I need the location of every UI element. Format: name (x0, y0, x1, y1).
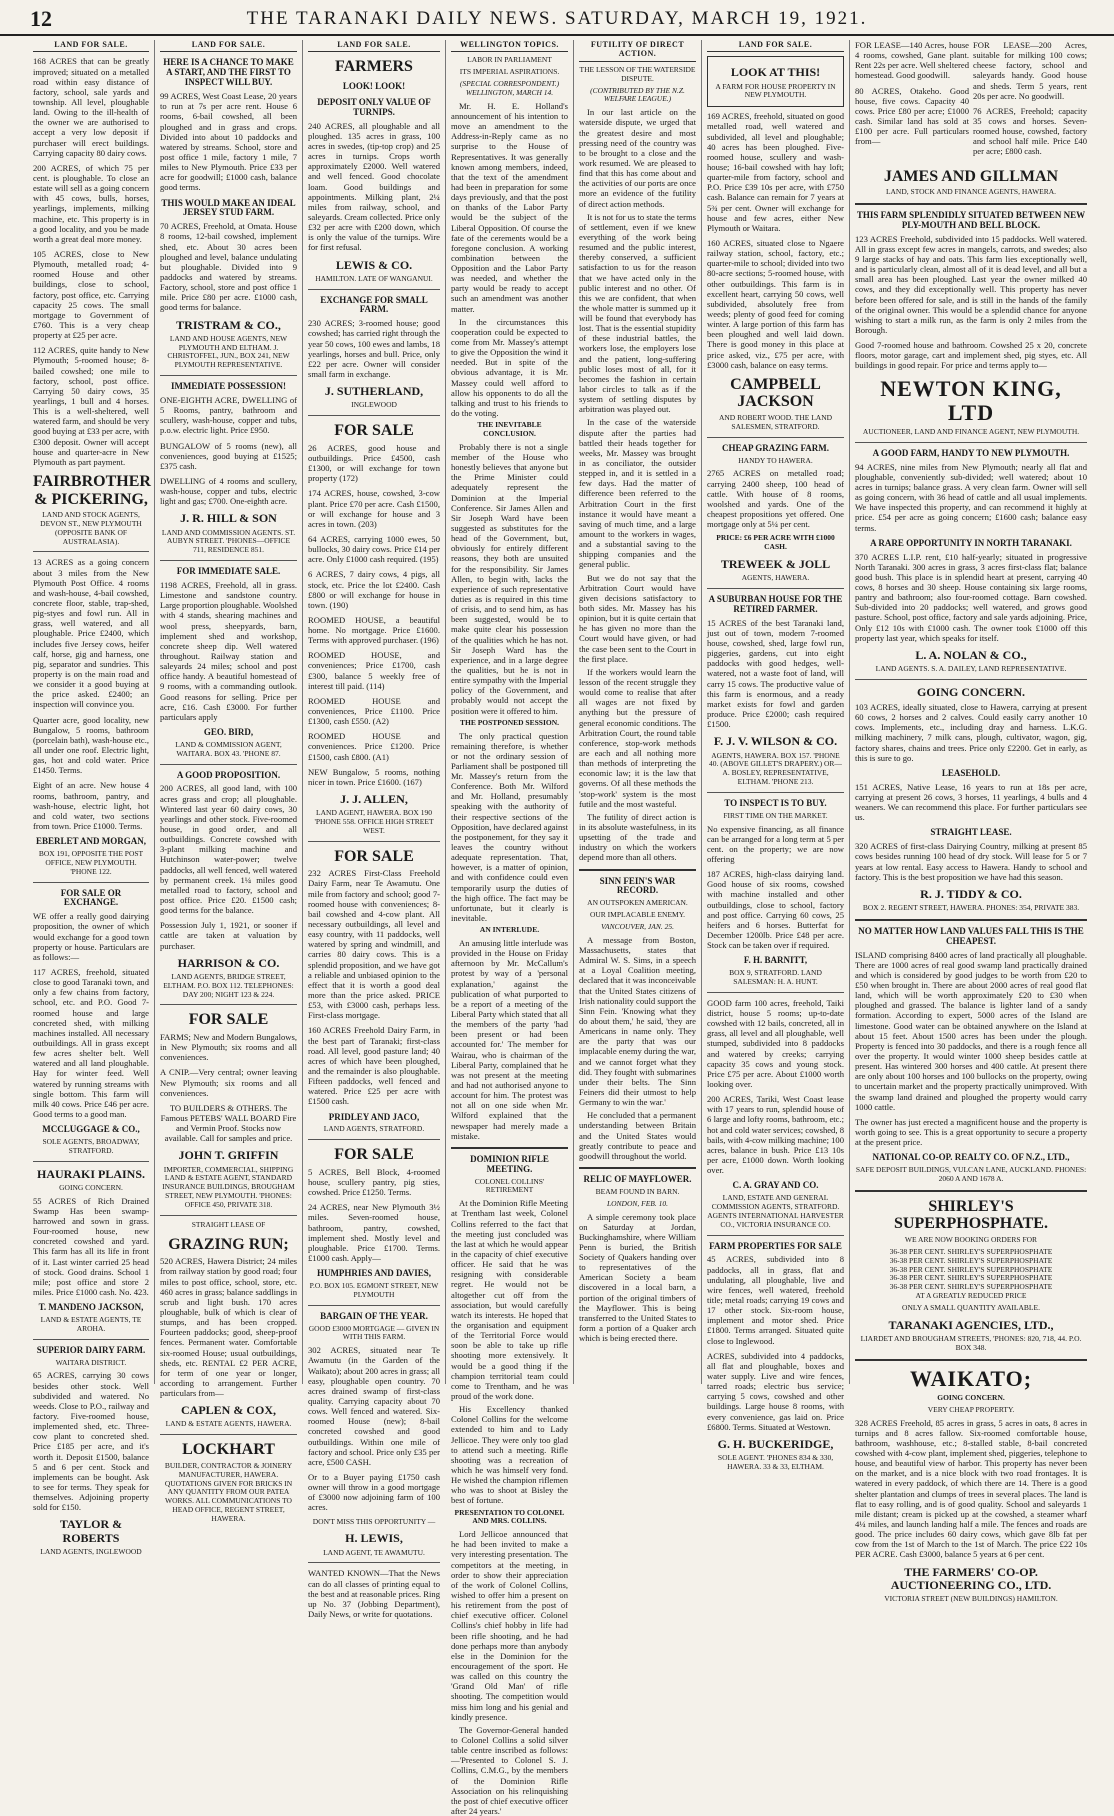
section-heading: FOR SALE (334, 1146, 414, 1164)
agent-address: BOX 9, STRATFORD. LAND SALESMAN: H. A. HUNT. (729, 968, 822, 987)
column-4 (446, 40, 574, 1816)
article-paragraph: Lord Jellicoe announced that he had been invited to make a very interesting presentation. The competitors at the meeting, in order to show their appreciation of the work of Colonel Collins, wished to offer him a present on his retirement from the post of chief executive officer. Colonel Collins's chief hobby in life had been rifle shooting, and he had done perhaps more than anybody else in the Dominion for the encouragement of the sport. He was called on this country the 'Grand Old Man' of rifle shooting. The competition would miss him long and his genial and kindly presence. (451, 1529, 568, 1722)
divider (707, 792, 844, 793)
section-subheading: VERY CHEAP PROPERTY. (927, 1404, 1015, 1414)
section-subheading: WAITARA DISTRICT. (55, 1357, 127, 1367)
section-subheading: GOING CONCERN. (59, 1182, 123, 1192)
agent-address: BOX 191, OPPOSITE THE POST OFFICE, NEW PLYMOUTH. 'PHONE 122. (38, 849, 144, 876)
section-heading: CHEAP GRAZING FARM. (721, 442, 830, 453)
section-heading: WAIKATO; (909, 1365, 1033, 1391)
article-subheading: COLONEL COLLINS' RETIREMENT (474, 1176, 545, 1195)
section-heading: STRAIGHT LEASE. (930, 827, 1012, 838)
agent-name: F. H. BARNITT, (743, 955, 808, 966)
article-subheading: THE LESSON OF THE WATERSIDE DISPUTE. (579, 64, 696, 83)
ad-200-acres: 200 ACRES, all good land, with 100 acres grass and crop; all ploughable. Wintered last year 60 dairy cows, 30 yearlings and other stock. Five-roomed house, in good order, and all outbuildings. Concrete cowshed with 3-plant milking machine and Hutchinson water-power; twelve paddocks, all well fenced, well watered by permanent creek. 1¼ miles good metalled road to factory, school and post office. Price £20. £1500 cash; good terms for the balance. (160, 783, 297, 916)
ad-99-acres: 99 ACRES, West Coast Lease, 20 years to run at 7s per acre rent. House 6 rooms, 6-bail cowshed, all been ploughed and in grass and crops. Divided into about 10 paddocks and watered by streams. School, store and post office 1 mile, factory 1 mile, 7 miles to New Plymouth. Price £33 per acre for goodwill; £1000 cash, balance good terms. (160, 91, 297, 193)
section-heading: FOR SALE (188, 1011, 269, 1029)
article-paragraph: But we do not say that the Arbitration Court would have given decisions satisfactory to both sides. Mr. Massey has his opinion, but it is quite certain that he has given no more than the Court would have given, or had the case been sent to the Court in the first place. (579, 572, 696, 664)
ad-heading: THIS WOULD MAKE AN IDEAL JERSEY STUD FARM. (161, 197, 296, 218)
divider (451, 1147, 568, 1149)
ad-heading: DEPOSIT ONLY VALUE OF TURNIPS. (317, 96, 431, 117)
section-subheading: ONLY A SMALL QUANTITY AVAILABLE. (902, 1302, 1040, 1312)
section-heading: A SUBURBAN HOUSE FOR THE RETIRED FARMER. (708, 594, 843, 614)
ad-200-acres: 200 ACRES, of which 75 per cent. is ploughable. To close an estate will sell as a going concern with 45 cows, bulls, horses, yearlings, implements, milking machine, etc. This property is in a good locality, and you be made worth a great deal more money. (33, 162, 149, 244)
ad-200-acres: 200 ACRES, Tariki, West Coast lease with 17 years to run, splendid house of 6 large and lofty rooms, bathroom, etc.; hot and cold water services; cowshed, 8 bails, with 4-cow milking machine; 100 acres, balance in bush. Price £13 10s per acre, £1000 down. Worth looking over. (707, 1094, 845, 1176)
ad-lease-140: FOR LEASE—140 Acres, house 4 rooms, cowshed, Gane plant. Rent 22s per acre. Well sheltered homestead. Good goodwill. (855, 40, 969, 81)
column-header: LAND FOR SALE. (308, 40, 440, 52)
divider (308, 1305, 440, 1306)
article-headline: DOMINION RIFLE MEETING. (470, 1153, 549, 1174)
ad-roomed-house: ROOMED HOUSE, and conveniences; Price £1700, cash £300, balance 5 weekly free of interest till paid. (114) (308, 650, 440, 691)
agent-address: AND ROBERT WOOD. THE LAND SALESMEN, STRATFORD. (718, 413, 833, 431)
ad-subheading: A FARM FOR HOUSE PROPERTY IN NEW PLYMOUTH. (715, 81, 836, 100)
shirley-line: 36-38 PER CENT. SHIRLEY'S SUPERPHOSPHATE (889, 1246, 1053, 1256)
ad-187-acres: 187 ACRES, high-class dairying land. Good house of six rooms, cowshed with machine installed and other outbuildings, close to school, factory and post office. Carrying 60 cows, 25 heifers and 6 horses. Butterfat for December 1200lb. Price £48 per acre. Stock can be taken over if required. (707, 869, 844, 951)
ad-24-acres: 24 ACRES, near New Plymouth 3½ miles. Seven-roomed house, bathroom, pantry, cowshed, implement shed. Mostly level and ploughable. Price £1700. Terms. £1000 cash. Apply— (308, 1202, 440, 1264)
article-paragraph: The Governor-General handed to Colonel Collins a solid silver table centre inscribed as follows:—'Presented to Colonel S. J. Collins, C.M.G., by the members of the Dominion Rifle Association on his relinquishing the post of chief executive officer after 24 years.' (451, 1724, 568, 1816)
section-heading: BARGAIN OF THE YEAR. (320, 1310, 428, 1321)
article-subheading: AN INTERLUDE. (479, 925, 540, 935)
ad-232-acres: 232 ACRES First-Class Freehold Dairy Farm, near Te Awamutu. One mile from factory and school; good 7-roomed house with conveniences; 8-bail cowshed and 4-cow plant. All necessary outbuildings, all level and easy country, with 11 paddocks, well watered by spring and windmill, and carries 80 dairy cows. This is a splendid proposition, and we have got a reliable and unbiased opinion to the effect that it is worth a good deal more than the price asked. PRICE £53, with £3000 cash, perhaps less. First-class mortgage. (308, 868, 440, 1021)
divider (308, 841, 440, 842)
agent-name: HARRISON & CO. (177, 955, 280, 970)
agent-name: TRISTRAM & CO., (176, 317, 281, 332)
shirley-line: 36-38 PER CENT. SHIRLEY'S SUPERPHOSPHATE (889, 1255, 1053, 1265)
article-paragraph: It is not for us to state the terms of settlement, even if we knew everything of the work being resumed and the public interest, thereby conserved, a sufficient satisfaction to us for the reason that we have acted only in the public interest and no other. Of this we are confident, that when the whole matter is summed up it will be found that everybody has lost. That is the essential stupidity of these industrial battles, the workers lose, the employers lose and the patient, long-suffering public loses most of all, for it becomes the fashion in certain labor circles to talk as if the system of settling disputes by arbitration was played out. (579, 211, 696, 415)
ad-lease-200: FOR LEASE—200 Acres, suitable for milking 100 cows; cheese factory, school and saleyards handy. Good house and sheds. Term 5 years, rent 20s per acre. No goodwill. (973, 40, 1087, 101)
article-dateline: LONDON, FEB. 10. (606, 1198, 669, 1208)
agent-name: C. A. GRAY AND CO. (732, 1180, 819, 1191)
ad-320-acres: 320 ACRES of first-class Dairying Country, milking at present 85 cows besides running 100 head of dry stock. Will lease for 5 or 7 years at low rental. Easy access to Hawera. Handy to school and factory. This is the best proposition we have had this season. (855, 841, 1087, 882)
article-paragraph: A simple ceremony took place on Saturday at Jordan, Buckinghamshire, where William Penn is buried, the British Society of Quakers handing over to representatives of the American Society a beam discovered in a local barn, a portion of the original timbers of the Mayflower. This is being transferred to the United States to form a portion of a Quaker arch which is being erected there. (579, 1211, 696, 1344)
divider (579, 1167, 696, 1169)
section-heading: FOR IMMEDIATE SALE. (176, 566, 281, 577)
column-header: LAND FOR SALE. (160, 40, 297, 52)
ad-wall-board: TO BUILDERS & OTHERS. The Famous PETEBS' WALL BOARD Fire and Vermin Proof. Stocks now available. Call for samples and price. (160, 1102, 297, 1144)
ad-370-acres: 370 ACRES L.I.P. rent, £10 half-yearly; situated in progressive North Taranaki. 300 acres in grass, 3 acres first-class flat; balance good bush. This place is in splendid heart at present, carrying 40 cows, 8 horses and 30 sheep. House containing six large rooms, pantry and bathroom; also four-roomed cottage. Barn cowshed. Sub-divided into 20 paddocks; well watered, and grows good pasture. School, post office, factory and sale yards adjoining. Price, Only £12 10s with £1000 cash. The owner took £1000 off this property last year, which speaks for itself. (855, 551, 1087, 643)
agent-address: LAND, ESTATE AND GENERAL COMMISSION AGENTS, STRATFORD. AGENTS INTERNATIONAL HARVESTER CO., VICTORIA INSURANCE CO. (707, 1193, 844, 1229)
section-heading: LEASEHOLD. (941, 767, 1001, 778)
ad-160-acres: 160 ACRES Freehold Dairy Farm, in the best part of Taranaki; first-class road. All level, good pasture land; 40 acres of which have been ploughed, and the remainder is also ploughable. Fifteen paddocks, well fenced and watered. Price £25 per acre with £1500 cash. (308, 1025, 440, 1107)
article-paragraph: The only practical question remaining therefore, is whether or not the ordinary session of Parliament shall be postponed till Mr. Massey's return from the Conference. Both Mr. Wilford and Mr. Holland, presumably speaking with the authority of their respective sections of the Opposition, have declared against the postponement, for they say it leaves the country without adequate representation. That, however, is a matter of opinion, and with confidence could even temporarily usurp the duties of the high office. The fact may be unfortunate, but it clearly is inevitable. (451, 730, 568, 924)
divider (33, 1339, 149, 1340)
agent-address: INGLEWOOD (351, 400, 397, 410)
divider (707, 588, 844, 589)
ad-302-acres: 302 ACRES, situated near Te Awamutu (in the Garden of the Waikato); about 200 acres in grass; all easy, ploughable open country. 70 acres drained swamp of first-class quality. Carrying capacity about 70 cows. Well fenced and watered. Six-roomed House (new); 8-bail concreted cowshed and good outbuildings. Within one mile of factory and school. Price only £35 per acre, £500 CASH. (308, 1345, 440, 1467)
divider (707, 992, 844, 993)
ad-168-acres: 168 ACRES that can be greatly improved; situated on a metalled road within easy distance of factory, school, sale yards and township. All level, ploughable land. Owing to the ill-health of the owner we are authorised to accept a very low deposit if purchaser will erect buildings. Carrying capacity 80 dairy cows. (33, 56, 149, 158)
article-headline: SINN FEIN'S WAR RECORD. (599, 875, 676, 896)
ad-117-acres: 117 ACRES, freehold, situated close to good Taranaki town, and only a few chains from factory, school, etc. and P.O. Good 7-roomed house and large concreted shed, with milking machines installed. All necessary outbuildings. All in grass except few acres shelter belt. Well watered and all land ploughable. Hay for winter feed. Well watered by running streams with single bottom. This farm will milk 40 cows. Price £46 per acre. Good terms to a good man. (33, 967, 149, 1120)
article-headline: WELLINGTON TOPICS. (451, 40, 568, 52)
agent-name: TREWEEK & JOLL (720, 556, 831, 571)
article-subheading: PRESENTATION TO COLONEL AND MRS. COLLINS. (454, 1507, 565, 1526)
agent-name: JAMES AND GILLMAN (883, 167, 1059, 185)
shirley-line: 36-38 PER CENT. SHIRLEY'S SUPERPHOSPHATE (889, 1264, 1053, 1274)
agent-address: P.O. BOX 105. EGMONT STREET, NEW PLYMOUTH (309, 1281, 439, 1299)
ad-finance-note: No expensive financing, as all finance can be arranged for a long term at 5 per cent. on the property; we are now offering (707, 823, 844, 865)
article-headline: FUTILITY OF DIRECT ACTION. (579, 40, 696, 62)
masthead (0, 0, 1114, 36)
article-dateline: (SPECIAL CORRESPONDENT.) WELLINGTON, MARCH 14. (459, 79, 560, 97)
agent-address: LAND AGENTS, INGLEWOOD (40, 1546, 142, 1556)
agent-name: CAPLEN & COX, (181, 1403, 276, 1418)
agent-address: AUCTIONEER, LAND AND FINANCE AGENT, NEW PLYMOUTH. (862, 426, 1080, 436)
ad-240-acres: 240 ACRES, all ploughable and all ploughed. 135 acres in grass, 100 acres in swedes, (tip-top crop) and 25 acres in turnips. Crops worth approximately £2000. Well watered and well fenced. Good chocolate loam. Good buildings and appointments. Milking plant, 2¼ miles from railway, school, and saleyards. Cream collected. Price only £32 per acre with £200 down, which is only the value of the turnips. Wire for first refusal. (308, 120, 440, 253)
section-subheading: LOOK! LOOK! (342, 81, 406, 92)
divider (855, 203, 1087, 205)
ad-roomed-house: ROOMED HOUSE and conveniences, Price £1100. Price £1300, cash £550. (A2) (308, 695, 440, 727)
section-heading: A GOOD PROPOSITION. (176, 769, 281, 780)
ad-80-acres: 80 ACRES, Otakeho. Good house, five cows. Capacity 40 cows. Price £80 per acre; £1000 cash. Similar land has sold at £100 per acre. Full particulars from— (855, 85, 969, 147)
article-subheading: OUR IMPLACABLE ENEMY. (589, 910, 686, 920)
agent-name: FAIRBROTHER & PICKERING, (33, 472, 151, 508)
column-5 (574, 40, 702, 1384)
article-paragraph: Mr. H. E. Holland's announcement of his intention to move an amendment to the Address-in-Reply came as no surprise to the House of Representatives. It was generally known among members, indeed, that the text of the amendment had been in preparation for some days previously, and that the post on thanks of the Labor Party would be the subject of the Liberal Opposition. Of course the fate of the cerements would be a foregone conclusion. A working combination between the Opposition and the Labor Party was needed, and whether the party would be ready to accept such an amendment was another matter. (451, 100, 568, 314)
ad-farms-bungalows: FARMS; New and Modern Bungalows, in New Plymouth; six rooms and all conveniences. (160, 1032, 297, 1063)
article-headline: RELIC OF MAYFLOWER. (583, 1173, 692, 1184)
divider (308, 289, 440, 290)
section-subheading: AT A GREATLY REDUCED PRICE (915, 1291, 1027, 1301)
ad-eighth-acre: Eight of an acre. New house 4 rooms, bathroom, pantry, and wash-house, electric light, hot and cold water, two sections from town. Price £1000. Terms. (33, 780, 149, 831)
ad-45-acres: 45 ACRES, subdivided into 8 paddocks, all in grass, flat and undulating, all ploughable, live and wire fences, well watered, freehold title; metal roads; carrying 19 cows and 17 other stock. Six-room house, implement and motor shed. Price £1800. Terms arranged. Situated quite close to Inglewood. (707, 1254, 844, 1346)
agent-address: LAND AGENTS, STRATFORD. (323, 1124, 425, 1134)
agent-address: BOX 2. REGENT STREET, HAWERA. PHONES: 354, PRIVATE 383. (862, 903, 1080, 912)
column-3 (303, 40, 446, 1620)
section-heading: GOING CONCERN. (916, 684, 1025, 699)
article-subheading: LABOR IN PARLIAMENT (467, 55, 552, 65)
section-heading: A RARE OPPORTUNITY IN NORTH TARANAKI. (870, 537, 1072, 548)
section-heading: FOR SALE OR EXCHANGE. (60, 887, 122, 908)
divider (855, 442, 1087, 443)
ad-exchange-intro: WE offer a really good dairying proposition, the owner of which would exchange for a good town property or house. Particulars are as follows:— (33, 911, 149, 962)
article-paragraph: He concluded that a permanent understanding between Britain and the United States would greatly contribute to peace and goodwill throughout the world. (579, 1110, 696, 1161)
divider (160, 1434, 297, 1435)
column-7 (850, 40, 1092, 1603)
article-paragraph: The futility of direct action is in its absolute wastefulness, in its upsetting of the trade and industry on which the workers depend more than all others. (579, 811, 696, 863)
section-subheading: FIRST TIME ON THE MARKET. (723, 810, 828, 820)
ad-112-acres: 112 ACRES, quite handy to New Plymouth; 5-roomed house; 8-bailed cowshed; one mile to factory, school, post office. Carrying 50 dairy cows, 35 yearlings, 1 bull and 4 horses. This is a well-sheltered, well watered farm, and should be very good buying at £33 per acre, with £300 deposit. Owner will accept house and quarter-acre in New Plymouth as part payment. (33, 345, 149, 467)
divider (579, 869, 696, 871)
ad-heading: HERE IS A CHANCE TO MAKE A START, AND THE FIRST TO INSPECT WILL BUY. (163, 57, 294, 88)
divider (160, 764, 297, 765)
section-heading: IMMEDIATE POSSESSION! (170, 381, 287, 392)
section-heading: FOR SALE (334, 847, 414, 865)
agent-name: HUMPHRIES AND DAVIES, (316, 1268, 432, 1279)
agent-name: CAMPBELL JACKSON (730, 375, 821, 411)
section-heading: THIS FARM SPLENDIDLY SITUATED BETWEEN NEW PLY-MOUTH AND BELL BLOCK. (856, 209, 1086, 230)
agent-name: EBERLET AND MORGAN, (35, 836, 147, 847)
agent-name: PRIDLEY AND JACO, (328, 1111, 420, 1122)
ad-26-acres: 26 ACRES, good house and outbuildings. Price £4500, cash £1300, or will exchange for town property (172) (308, 442, 440, 484)
ad-possession-note: Possession July 1, 1921, or sooner if cattle are taken at valuation by purchaser. (160, 920, 297, 951)
agent-name: LEWIS & CO. (335, 257, 413, 272)
section-heading: NO MATTER HOW LAND VALUES FALL THIS IS THE CHEAPEST. (858, 925, 1084, 946)
agent-name: H. LEWIS, (345, 1531, 403, 1546)
divider (707, 437, 844, 438)
divider (160, 560, 297, 561)
section-heading: TO INSPECT IS TO BUY. (724, 797, 827, 808)
shirley-line: 36-38 PER CENT. SHIRLEY'S SUPERPHOSPHATE (889, 1273, 1053, 1283)
agent-address: LAND AGENTS. S. A. DAILEY, LAND REPRESENTATIVE. (875, 664, 1067, 674)
column-header: LAND FOR SALE. (707, 40, 844, 52)
agent-address: LAND & ESTATE AGENTS, HAWERA. (165, 1419, 292, 1429)
article-subheading: AN OUTSPOKEN AMERICAN. (587, 898, 688, 908)
ad-70-acres: 70 ACRES, Freehold, at Omata. House 8 rooms, 12-bail cowshed, implement shed, etc. About 30 acres been ploughed and level, balance undulating but ploughable. Divided into 9 paddocks and watered by streams. Factory, school, store and post office 1 mile. Price £80 per acre. £1000 cash, good terms for balance. (160, 221, 297, 313)
ad-1198-acres: 1198 ACRES, Freehold, all in grass. Limestone and sandstone country. Large proportion ploughable. Woolshed with 4 stands, shearing machines and wool press, sheepyards, barn, implement shed and workshop, concrete sheep dip. Well watered throughout. Railway station and saleyards 24 miles; school and post office handy. A beautiful homestead of 9 rooms, with a commanding outlook. Good reasons for selling. Price per acre, £16. Cash £3000. For further particulars apply (160, 580, 297, 722)
article-subheading: THE INEVITABLE CONCLUSION. (477, 420, 542, 439)
divider (707, 1235, 844, 1236)
ad-5-acres: 5 ACRES, Bell Block, 4-roomed house, scullery pantry, pig sties, cowshed. Price £1250. Terms. (308, 1166, 440, 1198)
section-heading: A GOOD FARM, HANDY TO NEW PLYMOUTH. (872, 447, 1070, 458)
column-2 (155, 40, 303, 1523)
ad-island-note: The owner has just erected a magnificent house and the property is worth going to see. This is a great opportunity to secure a property at the present price. (855, 1116, 1087, 1148)
ad-box (707, 56, 844, 107)
agent-name: NATIONAL CO-OP. REALTY CO. OF N.Z., LTD., (872, 1152, 1070, 1163)
columns (28, 40, 1092, 1816)
agent-address: LAND, STOCK AND FINANCE AGENTS, HAWERA. (885, 187, 1057, 197)
ad-good-farm: GOOD farm 100 acres, freehold, Taiki district, house 5 rooms; up-to-date cowshed with 12 bails, concreted, all in grass, all level and all ploughable, well stumped, subdivided into 8 paddocks and watered by creeks; carrying capacity 35 cows and young stock. Price £75 per acre. About £1000 worth looking over. (707, 997, 844, 1090)
article-paragraph: If the workers would learn the lesson of the recent struggle they would come to realise that after all wages are not fixed by anything but the pressure of general economic conditions. The Arbitration Court, the round table conference, stop-work methods are each and all nothing more than methods of interpreting the economic law; it is the law that governs. Of all these methods the 'stop-work' system is the most futile and the most wasteful. (579, 666, 696, 809)
section-subheading: GOING CONCERN. (937, 1392, 1005, 1402)
agent-name: TAYLOR & ROBERTS (59, 1517, 123, 1545)
divider (855, 1190, 1087, 1192)
agent-name: T. MANDENO JACKSON, (38, 1302, 144, 1313)
agent-address: LAND AGENTS, BRIDGE STREET, ELTHAM. P.O. BOX 112. TELEPHONES: DAY 200; NIGHT 123 & 224. (163, 971, 294, 999)
ad-123-acres: 123 ACRES Freehold, subdivided into 15 paddocks. Well watered. All in grass except few acres in mangels, carrots, and swedes; also 9 large stacks of hay and oats. This farm lies exceptionally well, and is particularly clean, almost all of it is dead level, and all but a small area has been ploughed. Last year the owner milked 40 cows, and they did exceptionally well. This property has never before been offered for sale, and is still in the hands of the family of the original owner. This would be a splendid chance for anyone wishing to start a milk run, as the farm is only 2 miles from the Borough. (855, 233, 1087, 336)
ad-55-acres: 55 ACRES of Rich Drained Swamp Has been swamp-harrowed and sown in grass. Four-roomed house, new concreted cowshed and yard. This farm has all its life in front of it. Last winter carried 25 head of stock. Good drains. School 1 mile; post office and store 2 miles. Price £1000 cash. No. 423. (33, 1195, 149, 1298)
agent-name: TARANAKI AGENCIES, LTD., (888, 1317, 1054, 1332)
column-1 (28, 40, 155, 1556)
ad-price: PRICE: £6 PER ACRE WITH £1000 CASH. (716, 533, 835, 552)
agent-name: GEO. BIRD, (203, 727, 254, 737)
article-subheading: THE POSTPONED SESSION. (460, 717, 559, 727)
ad-15-acres: 15 ACRES of the best Taranaki land, just out of town, modern 7-roomed house, cowshed, shed, large fowl run, piggeries, gardens, cut into eight paddocks with good hedges, well-watered, not a waste foot of land, will carry 15 cows. The productive value of this farm is enormous, and a ready market exists for fowl and garden produce. Price £2000; cash required £1500. (707, 617, 844, 730)
agent-address: LAND AGENT, HAWERA. BOX 190 'PHONE 558. OFFICE HIGH STREET WEST. (314, 808, 434, 835)
agent-address: LAND AND STOCK AGENTS, DEVON ST., NEW PLYMOUTH (OPPOSITE BANK OF AUSTRALASIA). (40, 510, 142, 546)
article-paragraph: In our last article on the waterside dispute, we urged that the greatest desire and most pressing need of the country was to be brought to a close and the work resumed. We are pleased to find that this has come about and the activities of our ports are once more an evidence of the futility of direct action methods. (579, 107, 696, 209)
agent-name: THE FARMERS' CO-OP. AUCTIONEERING CO., LTD. (890, 1564, 1052, 1592)
agent-name: G. H. BUCKERIDGE, (717, 1436, 834, 1451)
agent-name: F. J. V. WILSON & CO. (713, 734, 838, 749)
divider (33, 1161, 149, 1162)
lease-ads (855, 40, 1087, 162)
article-paragraph: Probably there is not a single member of the House who honestly believes that anyone but the Prime Minister could adequately represent the Dominion at the Imperial Conference. Sir James Allen and Sir Joseph Ward have been suggested as substitutes for the head of the Government, but, obviously for entirely different reasons, they both are unsuited for the responsibility. Sir James Allen, to begin with, lacks the experience of such representative duties as is required in this time of crisis, and to send him, as has been suggested, would be to make quite clear his possession of the qualities which he has not. Sir Joseph Ward has the experience, and in a large degree the qualities, but he is not in entire sympathy with the Imperial policy of the Government, and probably would not accept the position were it offered to him. (451, 441, 568, 716)
ad-mortgage-note: Or to a Buyer paying £1750 cash owner will throw in a good mortgage of £3000 now adjoining farm of 100 acres. (308, 1472, 440, 1513)
agent-address: LAND AGENT, TE AWAMUTU. (323, 1547, 425, 1557)
ad-160-acres: 160 ACRES, situated close to Ngaere railway station, school, factory, etc.; quarter-mile to school; divided into two 80-acre sections; 5-roomed house, with other outbuildings. This farm is in excellent heart, carrying 50 cows, well subdivided, absolutely free from weeds; plenty of good feed for coming winter. A large portion of this farm has been ploughed and well laid down. There is good money in this place at price asked, viz., £75 per acre, with £3000 cash, balance on easy terms. (707, 238, 844, 370)
page-number: 12 (30, 6, 52, 31)
section-heading: SHIRLEY'S SUPERPHOSPHATE. (894, 1197, 1048, 1233)
ad-snip: A CNIP.—Very central; owner leaving New Plymouth; six rooms and all conveniences. (160, 1067, 297, 1098)
ad-13-acres: 13 ACRES as a going concern about 3 miles from the New Plymouth Post Office. 4 rooms and wash-house, 4-bail cowshed, concrete floor, stable, trap-shed, pig-styes and fowl run. All in grass, well watered, and all ploughable. Price £2400, which includes five Jersey cows, heifer calf, horse, gig and harness, one pig, separator and sundries. This property is on the main road and we consider it a good buying at the price asked. £2400; an inspection will convince you. (33, 557, 149, 710)
ad-64-acres: 64 ACRES, carrying 1000 ewes, 50 bullocks, 30 dairy cows. Price £14 per acre. Only £1000 cash required. (195) (308, 533, 440, 565)
article-paragraph: At the Dominion Rifle Meeting at Trentham last week, Colonel Collins referred to the fact that the meeting just concluded was the last at which he would appear in the capacity of chief executive officer. He said that he was resigning with considerable regret. He would not be altogether cut off from the association, but would carefully watch its interests. He hoped that the organisation and equipment of the Territorial Force would soon be able to take up rifle shooting more extensively. It would be a good thing if the champion territorial team could come to Trentham, and he was proud of the work done. (451, 1198, 568, 1401)
agent-name: NEWTON KING, LTD (880, 375, 1062, 425)
agent-address: IMPORTER, COMMERCIAL, SHIPPING LAND & ESTATE AGENT, STANDARD INSURANCE BUILDINGS, BROUGHAM STREET, NEW PLYMOUTH. 'PHONES: OFFICE 450, PRIVATE 318. (162, 1164, 295, 1209)
divider (308, 415, 440, 416)
agent-name: L. A. NOLAN & CO., (915, 647, 1027, 662)
ad-105-acres: 105 ACRES, close to New Plymouth, metalled road; 4-roomed House and other buildings, close to school, factory, post office, etc. Carrying capacity 25 cows. The small mortgage to Government of £760. This is a very cheap property at £25 per acre. (33, 248, 149, 341)
section-heading: EXCHANGE FOR SMALL FARM. (320, 294, 428, 315)
divider (308, 1562, 440, 1563)
ad-new-bungalow: NEW Bungalow, 5 rooms, nothing nicer in town. Price £1600. (167) (308, 766, 440, 787)
ad-174-acres: 174 ACRES, house, cowshed, 3-cow plant. Price £70 per acre. Cash £1500, or will exchange for house and 3 acres in town. (203) (308, 488, 440, 529)
section-heading: SUPERIOR DAIRY FARM. (36, 1344, 146, 1355)
ad-acres-westown: ACRES, subdivided into 4 paddocks, all flat and ploughable, boxes and water supply. Live and wire fences, tarred roads; electric bus service; carrying 5 cows, cowshed and other buildings. Large house 8 rooms, with every convenience, gas laid on. Price £6800. Terms. Situated at Westown. (707, 1350, 844, 1432)
section-heading: GRAZING RUN; (168, 1235, 289, 1253)
divider (160, 375, 297, 376)
ad-76-acres: 76 ACRES, Freehold; capacity 35 cows and horses. Seven-roomed house, cowshed, factory and school half mile. Price £40 per acre; £800 cash. (973, 105, 1087, 157)
section-subheading: GOOD £3000 MORTGAGE — GIVEN IN WITH THIS FARM. (308, 1323, 440, 1342)
divider (33, 551, 149, 552)
ad-123-acres-buildings: Good 7-roomed house and bathroom. Cowshed 25 x 20, concrete floors, motor garage, cart and implement shed, pig styes, etc. All buildings in good repair. For price and terms apply to— (855, 340, 1087, 371)
agent-name: J. SUTHERLAND, (324, 384, 424, 399)
agent-address: SAFE DEPOSIT BUILDINGS, VULCAN LANE, AUCKLAND. PHONES: 2060 A AND 1678 A. (855, 1165, 1087, 1184)
ad-94-acres: 94 ACRES, nine miles from New Plymouth; nearly all flat and ploughable, conveniently sub-divided; well watered; about 10 acres in turnips; balance grass. A very clean farm. Owner will sell as going concern, with 36 head of cattle and all usual implements. We have inspected this property, and can recommend it highly at price. £54 per acre as going concern; £1600 cash; balance easy terms. (855, 461, 1087, 533)
agent-address: VICTORIA STREET (NEW BUILDINGS) HAMILTON. (884, 1593, 1058, 1603)
ad-dwelling-4-rooms: DWELLING of 4 rooms and scullery, wash-house, copper and tubs, electric light and gas; £700. One-eighth acre. (160, 476, 297, 507)
column-header: LAND FOR SALE. (33, 40, 149, 52)
article-subheading: ITS IMPERIAL ASPIRATIONS. (459, 67, 560, 77)
divider (855, 1359, 1087, 1361)
agent-address: LAND AND HOUSE AGENTS, NEW PLYMOUTH AND ELTHAM. J. CHRISTOFFEL, JUN., BOX 241, NEW PLYMOUTH REPRESENTATIVE. (167, 333, 290, 370)
article-paragraph: A message from Boston, Massachusetts, states that Admiral W. S. Sims, in a speech at a Loyal Coalition meeting, declared that it was inconceivable that the United States citizens of Irish nationality could support the Sinn Fein. 'Knowing what they do about them,' he said, 'they are Americans in name only. They are the party that was our implacable enemy during the war, and we cannot forget what they did. They fought with submarines under their belts. The Sinn Feiners did their utmost to help Germany to win the war.' (579, 934, 696, 1108)
column-6 (702, 40, 850, 1471)
agent-name: JOHN T. GRIFFIN (178, 1148, 279, 1163)
agent-name: R. J. TIDDY & CO. (920, 886, 1022, 901)
ad-roomed-house: ROOMED HOUSE and conveniences. Price £1200. Price £1500, cash £800. (A1) (308, 731, 440, 762)
shirley-line: 36-38 PER CENT. SHIRLEY'S SUPERPHOSPHATE (889, 1282, 1053, 1292)
ad-heading: LOOK AT THIS! (730, 65, 821, 80)
article-paragraph: His Excellency thanked Colonel Collins for the welcome extended to him and to Lady Jellicoe. They were only too glad to attend such a meeting. Rifle shooting was a recreation of which he was himself very fond. He wished the champion riflemen who was to shoot at Bisley the best of fortune. (451, 1404, 568, 1506)
agent-address: LAND & COMMISSION AGENT, WAITARA. BOX 43. 'PHONE 87. (175, 739, 282, 758)
divider (160, 1004, 297, 1005)
section-heading: FARM PROPERTIES FOR SALE (709, 1240, 842, 1251)
divider (855, 919, 1087, 921)
article-paragraph: In the circumstances this cooperation could be expected to come from Mr. Massey's attempt to give the Opposition the wind it needed. But in spite of the obvious advantage, it is Mr. Massey could well afford to allow his opponents to do all the talking and trust to his friends to do the voting. (451, 316, 568, 419)
newspaper-title: THE TARANAKI DAILY NEWS. SATURDAY, MARCH 19, 1921. (246, 8, 868, 29)
agent-address: AGENTS, HAWERA. (741, 573, 810, 583)
agent-address: LIARDET AND BROUGHAM STREETS, 'PHONES: 820, 718, 44. P.O. BOX 348. (860, 1334, 1082, 1352)
agent-address: SOLE AGENT. 'PHONES 834 & 330, HAWERA. 33 & 33, ELTHAM. (717, 1453, 834, 1471)
ad-230-acres: 230 ACRES; 3-roomed house; good cowshed; has carried right through the year 50 cows, 100 ewes and lambs, 18 yearlings, horses and bull. Price, only £22 per acre. Owner will consider small farm in exchange. (308, 318, 440, 380)
article-subheading: (CONTRIBUTED BY THE N.Z. WELFARE LEAGUE.) (590, 85, 685, 104)
ad-151-acres: 151 ACRES, Native Lease, 16 years to run at 18s per acre, carrying at present 26 cows, 3 horses, 11 yearlings, 4 bulls and 4 weaners. We can recommend this place. For further particulars see us. (855, 781, 1087, 823)
ad-bungalow: BUNGALOW of 5 rooms (new), all conveniences, good buying at £1525; £375 cash. (160, 440, 297, 471)
article-paragraph: An amusing little interlude was provided in the House on Friday afternoon by Mr. McCallum's protest by way of a 'personal explanation,' against the publication of what purported to be a report of a meeting of the Liberal Party which stated that all the members of the party 'had been present or had been accounted for.' The member for Wairau, who is chairman of the Liberal Party, complained that he was not present at the meeting and had not authorised anyone to account for him. The protest was not all on one side when Mr. Wilford explained that the newspaper had merely made a mistake. (451, 938, 568, 1141)
ad-roomed-house: ROOMED HOUSE, a beautiful home. No mortgage. Price £1600. Terms with approved purchaser. (196) (308, 614, 440, 646)
ad-eighth-acre-dwelling: ONE-EIGHTH ACRE, DWELLING of 5 Rooms, pantry, bathroom and scullery, wash-house, copper and tubs, p.o.w. electric light. Price £950. (160, 395, 297, 436)
ad-island: ISLAND comprising 8400 acres of land practically all ploughable. There are 1000 acres of real good swamp land practically drained and which is considered by good judges to be worth from £20 to £50 when brought in. There are about 2000 acres of real good flat land, which will be worth approximately £20 to £30 when ploughed and grassed. The balance is lighter land of a sandy formation. According to expert, 5000 acres of the Island are limestone. Good water can be obtained anywhere on the Island at about 15 feet. About 1500 acres has been under the plough. Property is fenced into 30 paddocks, and there is a rough fence all over the property. It would winter 1000 sheep besides cattle at present. Has wintered 300 horses and 400 cattle. At present there are only about 100 horses and 100 bullocks on the property, owing to uncertain market and the property practically unimproved. With the swamp land drained and ploughed the property would carry 1000 cattle. (855, 949, 1087, 1112)
article-subheading: BEAM FOUND IN BARN. (595, 1186, 680, 1196)
divider (33, 882, 149, 883)
section-heading: FARMERS (335, 58, 413, 76)
agent-address: LAND AND COMMISSION AGENTS. ST. AUBYN STREET. 'PHONES—OFFICE 711, RESIDENCE 851. (161, 527, 296, 555)
agent-name: LOCKHART (182, 1441, 275, 1459)
ad-6-acres: 6 ACRES, 7 dairy cows, 4 pigs, all stock, etc. Price the lot £2400. Cash £800 or will exchange for house in town. (190) (308, 569, 440, 610)
agent-address: AGENTS, HAWERA. BOX 157. 'PHONE 40. (ABOVE GILLET'S DRAPERY.) OR— A. BOSLEY, REPRESENTATIVE, ELTHAM. 'PHONE 213. (709, 750, 842, 787)
agent-address: HAMILTON. LATE OF WANGANUI. (315, 273, 433, 283)
ad-328-acres: 328 ACRES Freehold, 85 acres in grass, 5 acres in oats, 8 acres in turnips and 8 acres fallow. Six-roomed comfortable house, bathroom, washhouse, etc.; 8-stalled stable, 8-bail concreted cowshed with 4-cow plant, implement shed, piggeries, telephone to house, and beautiful view of harbor. This property has never been on the market, and is a nice block with two road frontages. It is watered in every paddock, of which there are 14. There is a good shelter plantation and clumps of trees in several places. The land is flat to easy rolling, and is of good quality. School and saleyards 1 mile distant; cream is picked up at the cowshed, a steamer wharf 4¼ miles, and launch landing half a mile. The fences and roads are good. The price includes 60 dairy cows, which gave 8lb fat per cow from the 1st of March to the 1st of March. The price £22 10s PER ACRE. Cash £3000, balance 5 years at 6 per cent. (855, 1417, 1087, 1560)
section-subheading: WE ARE NOW BOOKING ORDERS FOR (904, 1235, 1038, 1245)
agent-address: LAND & ESTATE AGENTS, TE AROHA. (40, 1315, 142, 1333)
ad-quarter-acre: Quarter acre, good locality, new Bungalow, 5 rooms, bathroom (porcelain bath), wash-house etc., all under one roof. Electric light, gas, hot and cold water. Price £1450. Terms. (33, 714, 149, 776)
agent-address: SOLE AGENTS, BROADWAY, STRATFORD. (42, 1137, 140, 1155)
section-subheading: DON'T MISS THIS OPPORTUNITY — (312, 1516, 436, 1526)
section-heading: FOR SALE (334, 422, 414, 440)
agent-name: J. R. HILL & SON (180, 511, 277, 526)
divider (855, 679, 1087, 680)
agent-name: MCCLUGGAGE & CO., (42, 1124, 140, 1135)
ad-65-acres: 65 ACRES, carrying 30 cows besides other stock. Well subdivided and watered. No weeds. Close to P.O., railway and factory. Five-roomed house, implemented shed, etc. Three-cow plant to concreted shed. Price £185 per acre, and it's worth it. Deposit £1500, balance 5 and 6 per cent. Stock and implements can be bought. Ask to see for terms. They speak for themselves. Adjoining property sold for £150. (33, 1370, 149, 1513)
section-subheading: STRAIGHT LEASE OF (191, 1219, 266, 1229)
divider (308, 1139, 440, 1140)
agent-name: J. J. ALLEN, (340, 792, 408, 807)
divider (160, 1215, 297, 1216)
section-subheading: HANDY TO HAWERA. (738, 455, 813, 465)
agent-address: BUILDER, CONTRACTOR & JOINERY MANUFACTURER, HAWERA. QUOTATIONS GIVEN FOR BRICKS IN ANY QUANTITY FROM OUR PATEA WORKS. ALL COMMUNICATIONS TO HEAD OFFICE, REGENT STREET, HAWERA. (164, 1460, 293, 1523)
article-dateline: VANCOUVER, JAN. 25. (601, 921, 674, 931)
ad-wanted-known: WANTED KNOWN—That the News can do all classes of printing equal to the best and at reasonable prices. Ring up No. 37 (Jobbing Department), Daily News, or write for quotations. (308, 1568, 440, 1620)
ad-520-acres: 520 ACRES, Hawera District; 24 miles from railway station by good road; four miles to post office, school, store, etc. 460 acres in grass; balance saddlings in scrub and light bush. 170 acres ploughable, bulk of which is clear of stumps, and has been cropped. Fourteen paddocks; good, sheep-proof fences. Permanent water. Comfortable six-roomed House; usual outbuildings, sheds, etc. RENTAL £2 PER ACRE, for term of one year or longer, according to arrangement. Further particulars from— (160, 1256, 297, 1399)
section-heading: HAURAKI PLAINS. (36, 1166, 145, 1181)
shirley-lines (855, 1248, 1087, 1292)
ad-2765-acres: 2765 ACRES on metalled road; carrying 2400 sheep, 100 head of cattle. With house of 8 rooms, woolshed and yards. One of the cheapest propositions yet offered. One mortgage only at 5¼ per cent. (707, 468, 844, 530)
article-paragraph: In the case of the waterside dispute after the parties had battled their heads together for weeks, Mr. Massey was brought in as conciliator, the outsider stepped in, and it is settled in a few days. Had the matter of difference been referred to the Arbitration Court in the first instance it would have meant a saving of much time, and a large amount to the workers in wages, and a substantial saving to the shipping companies and the general public. (579, 417, 696, 570)
ad-103-acres: 103 ACRES, ideally situated, close to Hawera, carrying at present 60 cows, 2 horses and 2 calves. Could easily carry another 10 cows. Implements, etc., including dray and harness. L.K.G. milking machinery, 7 milk cans, plough, cultivator, wagon, gig, factory shares, chains and trees. Price only £2200. Get in early, as this is sure to go. (855, 702, 1087, 763)
ad-169-acres: 169 ACRES, freehold, situated on good metalled road, well watered and subdivided, all level and ploughable; 40 acres has been ploughed. Five-roomed house, scullery and wash-house; 16-bail cowshed with hay loft; quarter-mile from factory, school and P.O. Price £39 10s per acre, with £750 cash. Balance can remain for 7 years at 5¾ per cent. Owner will exchange for house and few acres, either New Plymouth or Waitara. (707, 111, 844, 233)
